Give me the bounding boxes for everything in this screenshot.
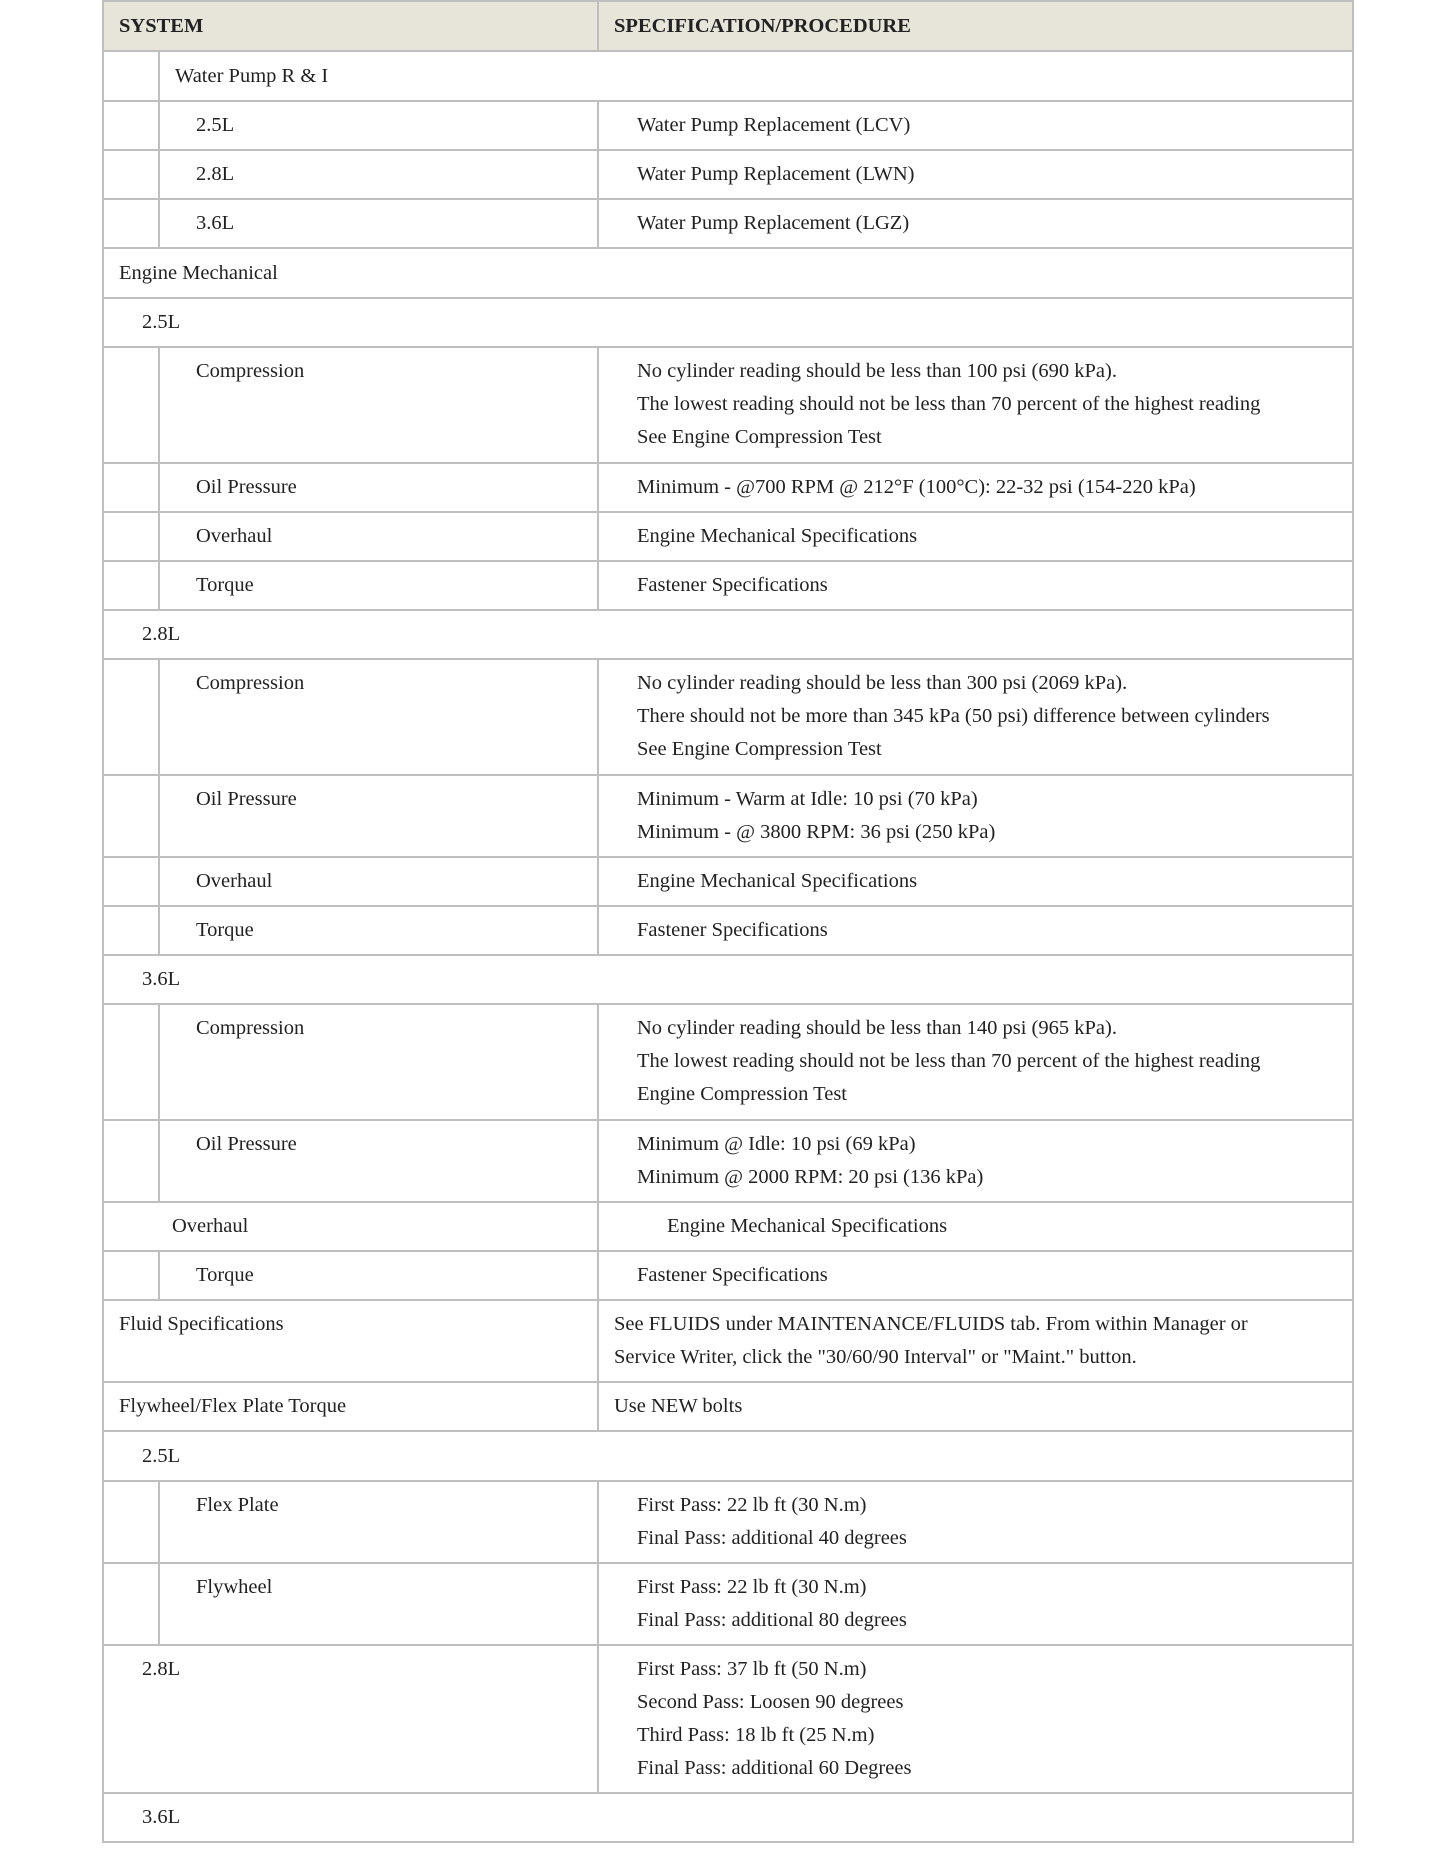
subsection-title: 2.5L [103, 1431, 1353, 1481]
spec-line: First Pass: 37 lb ft (50 N.m) [637, 1658, 867, 1680]
table-row [103, 1563, 1353, 1645]
spec-line: Third Pass: 18 lb ft (25 N.m) [637, 1724, 875, 1746]
spec-line: Final Pass: additional 60 Degrees [637, 1757, 912, 1779]
indent-cell [103, 1563, 159, 1645]
spec-line: Final Pass: additional 80 degrees [637, 1609, 907, 1631]
spec-line: Second Pass: Loosen 90 degrees [637, 1691, 904, 1713]
table-row [103, 1251, 1353, 1300]
row-label: Flex Plate [159, 1481, 598, 1563]
table-row [103, 298, 1353, 347]
table-row [103, 347, 1353, 463]
row-spec: Engine Mechanical Specifications [598, 512, 1353, 561]
table-row [103, 51, 1353, 101]
spec-line: See Engine Compression Test [637, 738, 882, 760]
header-system: SYSTEM [103, 1, 598, 51]
spec-line: Engine Compression Test [637, 1083, 848, 1105]
row-spec: Fastener Specifications [598, 906, 1353, 955]
section-title: Engine Mechanical [103, 248, 1353, 298]
spec-line: No cylinder reading should be less than 140 psi (965 kPa). [637, 1017, 1117, 1039]
table-row [103, 1202, 1353, 1251]
row-label: 3.6L [159, 199, 598, 248]
indent-cell [103, 775, 159, 857]
indent-cell [103, 1120, 159, 1202]
row-spec [598, 347, 1353, 463]
table-row [103, 955, 1353, 1004]
indent-cell [103, 150, 159, 199]
row-spec [598, 659, 1353, 775]
row-spec [598, 1300, 1353, 1382]
row-label: Compression [159, 1004, 598, 1120]
table-row [103, 248, 1353, 298]
row-label: Torque [159, 561, 598, 610]
spec-line: Service Writer, click the "30/60/90 Interval" or "Maint." button. [614, 1346, 1137, 1368]
subsection-title: 2.8L [103, 610, 1353, 659]
indent-cell [103, 561, 159, 610]
row-spec [598, 1120, 1353, 1202]
section-title: Water Pump R & I [159, 51, 1353, 101]
row-label: Overhaul [103, 1202, 598, 1251]
spec-line: See FLUIDS under MAINTENANCE/FLUIDS tab. From within Manager or [614, 1313, 1248, 1335]
spec-line: First Pass: 22 lb ft (30 N.m) [637, 1494, 867, 1516]
spec-line: Final Pass: additional 40 degrees [637, 1527, 907, 1549]
row-spec: Water Pump Replacement (LGZ) [598, 199, 1353, 248]
row-spec [598, 1004, 1353, 1120]
spec-table [102, 0, 1354, 1843]
row-spec [598, 1563, 1353, 1645]
table-row [103, 1300, 1353, 1382]
indent-cell [103, 51, 159, 101]
row-label: 2.8L [103, 1645, 598, 1793]
subsection-title: 3.6L [103, 1793, 1353, 1842]
table-row [103, 1382, 1353, 1431]
row-spec: Use NEW bolts [598, 1382, 1353, 1431]
indent-cell [103, 906, 159, 955]
header-spec: SPECIFICATION/PROCEDURE [598, 1, 1353, 51]
indent-cell [103, 857, 159, 906]
table-row [103, 1481, 1353, 1563]
row-spec: Water Pump Replacement (LWN) [598, 150, 1353, 199]
row-label: Oil Pressure [159, 775, 598, 857]
row-label: Flywheel [159, 1563, 598, 1645]
row-label: Compression [159, 659, 598, 775]
indent-cell [103, 1004, 159, 1120]
indent-cell [103, 512, 159, 561]
row-label: Flywheel/Flex Plate Torque [103, 1382, 598, 1431]
table-row [103, 1793, 1353, 1842]
row-spec: Engine Mechanical Specifications [598, 1202, 1353, 1251]
row-spec: Fastener Specifications [598, 561, 1353, 610]
row-spec [598, 1481, 1353, 1563]
indent-cell [103, 101, 159, 150]
row-spec: Minimum - @700 RPM @ 212°F (100°C): 22-32 psi (154-220 kPa) [598, 463, 1353, 512]
table-row [103, 463, 1353, 512]
row-spec: Engine Mechanical Specifications [598, 857, 1353, 906]
spec-line: Minimum @ 2000 RPM: 20 psi (136 kPa) [637, 1166, 984, 1188]
row-label: Overhaul [159, 512, 598, 561]
row-spec [598, 1645, 1353, 1793]
row-label: Fluid Specifications [103, 1300, 598, 1382]
row-label: 2.5L [159, 101, 598, 150]
table-row [103, 512, 1353, 561]
table-row [103, 659, 1353, 775]
row-label: Oil Pressure [159, 1120, 598, 1202]
spec-line: Minimum - @ 3800 RPM: 36 psi (250 kPa) [637, 821, 996, 843]
spec-line: No cylinder reading should be less than 300 psi (2069 kPa). [637, 672, 1128, 694]
spec-line: The lowest reading should not be less than 70 percent of the highest reading [637, 1050, 1261, 1072]
indent-cell [103, 1481, 159, 1563]
subsection-title: 3.6L [103, 955, 1353, 1004]
table-row [103, 906, 1353, 955]
spec-line: Minimum - Warm at Idle: 10 psi (70 kPa) [637, 788, 978, 810]
spec-line: There should not be more than 345 kPa (50 psi) difference between cylinders [637, 705, 1270, 727]
spec-line: Minimum @ Idle: 10 psi (69 kPa) [637, 1133, 916, 1155]
subsection-title: 2.5L [103, 298, 1353, 347]
table-row [103, 857, 1353, 906]
table-row [103, 561, 1353, 610]
table-row [103, 1004, 1353, 1120]
row-label: Torque [159, 906, 598, 955]
header-row [103, 1, 1353, 51]
table-row [103, 199, 1353, 248]
row-label: Torque [159, 1251, 598, 1300]
row-spec: Water Pump Replacement (LCV) [598, 101, 1353, 150]
row-label: Oil Pressure [159, 463, 598, 512]
table-row [103, 1645, 1353, 1793]
row-spec [598, 775, 1353, 857]
table-row [103, 150, 1353, 199]
spec-line: First Pass: 22 lb ft (30 N.m) [637, 1576, 867, 1598]
row-label: 2.8L [159, 150, 598, 199]
table-row [103, 775, 1353, 857]
table-row [103, 1431, 1353, 1481]
indent-cell [103, 347, 159, 463]
row-label: Compression [159, 347, 598, 463]
spec-line: See Engine Compression Test [637, 426, 882, 448]
indent-cell [103, 463, 159, 512]
row-spec: Fastener Specifications [598, 1251, 1353, 1300]
spec-line: No cylinder reading should be less than 100 psi (690 kPa). [637, 360, 1117, 382]
indent-cell [103, 1251, 159, 1300]
spec-line: The lowest reading should not be less than 70 percent of the highest reading [637, 393, 1261, 415]
table-row [103, 101, 1353, 150]
indent-cell [103, 199, 159, 248]
indent-cell [103, 659, 159, 775]
row-label: Overhaul [159, 857, 598, 906]
table-row [103, 610, 1353, 659]
table-row [103, 1120, 1353, 1202]
